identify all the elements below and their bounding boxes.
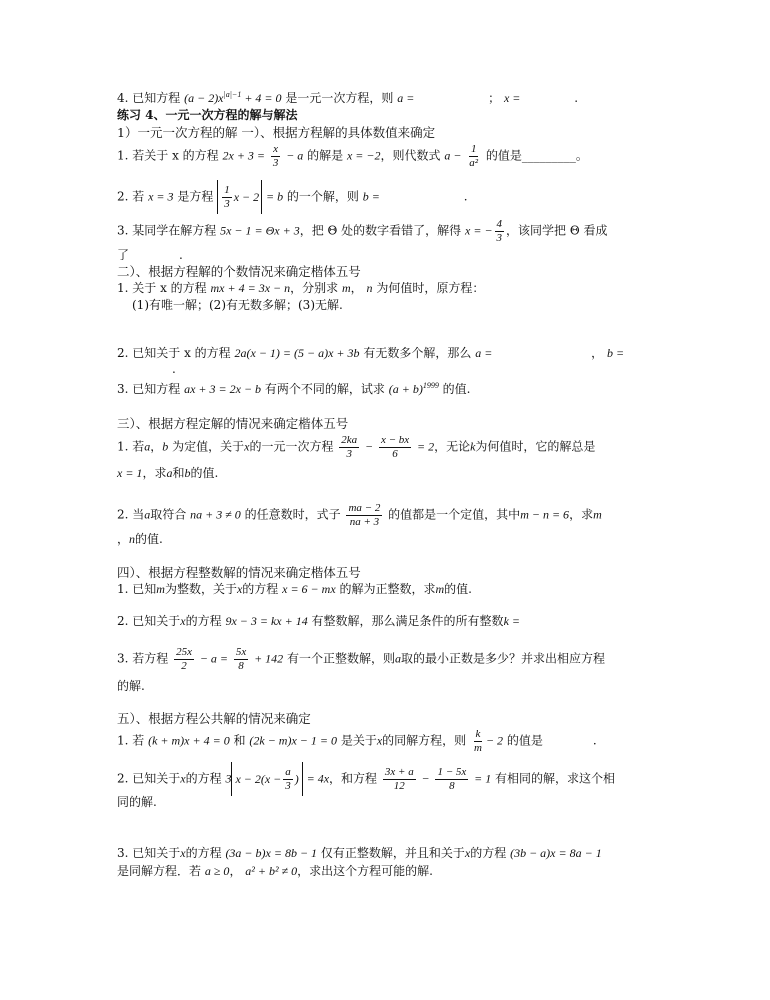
equation-lhs: 2x + 3 =: [222, 148, 266, 163]
sec4-question-3-cont: 的解.: [117, 679, 145, 693]
q-text: 是方程: [177, 189, 214, 204]
sec5-question-3-cont: 是同解方程．若 a ≥ 0， a² + b² ≠ 0，求出这个方程可能的解.: [117, 864, 433, 878]
q-text: 取符合: [150, 507, 187, 522]
fraction: $\frac{3x + a}{12}$: [384, 765, 414, 792]
answer-label-k: k =: [503, 614, 520, 628]
q-text: 为定值，关于: [172, 439, 245, 454]
page-title: 练习 4、一元一次方程的解与解法: [117, 108, 298, 122]
sec2-question-1: [117, 281, 484, 296]
equation: 5x − 1 = Θx + 3: [220, 223, 300, 238]
variable-m: m: [341, 281, 351, 295]
section-2-heading: 二）、根据方程解的个数情况来确定楷体五号: [117, 264, 361, 279]
period: .: [463, 189, 468, 204]
equation-1: (k + m)x + 4 = 0: [148, 733, 230, 748]
sec2-question-1-options: (1)有唯一解；(2)有无数多解；(3)无解.: [132, 298, 343, 312]
equation-2: (3b − a)x = 8a − 1: [510, 846, 602, 860]
sec4-question-3: 3. 若方程 $\frac{25x}{2}$ − a = $\frac{5x}{8}$ + 142 有一个正整数解，则a取的最小正数是多少？并求出相应方程: [117, 646, 606, 672]
answer-label-b: b =: [606, 346, 625, 360]
equation: 9x − 3 = kx + 14: [225, 614, 308, 628]
equation: x = 6 − mx: [282, 582, 336, 596]
sec1-question-1: [117, 143, 588, 169]
q-text: ，则代数式: [380, 148, 441, 163]
period: .: [179, 248, 183, 262]
q-text: 1. 关于 x 的方程: [117, 281, 207, 295]
fraction: $\frac{4}{3}$: [496, 218, 503, 244]
q-text: 4. 已知方程: [117, 91, 181, 105]
q-text: 1. 若关于 x 的方程: [117, 148, 219, 163]
equation-rhs: − a: [286, 148, 304, 163]
fraction: $\frac{1 - 5x}{8}$: [437, 765, 467, 792]
q-text: 的值.: [442, 382, 471, 396]
answer-label-a: a =: [397, 91, 415, 105]
separator: ，: [350, 281, 363, 295]
sec5-question-1: 1. 若 (k + m)x + 4 = 0 和 (2k − m)x − 1 = 0 是关于x的同解方程，则 $\frac{k}{m}$ − 2 的值是 .: [117, 728, 597, 754]
q-text: 的值都是一个定值，其中: [388, 507, 521, 522]
fraction: $\frac{a}{3}$: [285, 765, 291, 792]
equation: ax + 3 = 2x − b: [184, 382, 262, 396]
fraction: $\frac{x}{3}$: [272, 143, 279, 169]
q-text: ，无论: [434, 439, 471, 454]
q-text: ，把 Θ 处的数字看错了，解得: [299, 223, 462, 238]
fraction: $\frac{x - bx}{6}$: [380, 434, 410, 460]
expression: a −: [444, 148, 462, 163]
fraction: $\frac{1}{\text{a²}}$: [469, 143, 479, 169]
fraction: $\frac{ma - 2}{na + 3}$: [348, 502, 381, 528]
sec4-question-2: 2. 已知关于x的方程 9x − 3 = kx + 14 有整数解，那么满足条件的所有整数k =: [117, 614, 520, 628]
exponent: |a|−1: [223, 90, 242, 99]
equation-rest: + 4 = 0: [241, 91, 282, 105]
sec5-question-2-cont: 同的解.: [117, 795, 157, 809]
expression: (a + b): [388, 382, 423, 396]
section-4-heading: 四）、根据方程整数解的情况来确定楷体五号: [117, 565, 361, 580]
bracket-expression: x − 2(x − $\frac{a}{3}$ ): [231, 762, 302, 796]
sec1-question-2: [117, 180, 468, 214]
q-text: 的一个解，则: [286, 189, 359, 204]
q-text: 3. 已知方程: [117, 382, 181, 396]
sec3-question-1: 1. 若a，b 为定值，关于x的一元一次方程 $\frac{2ka}{3}$ − $\frac{x - bx}{6}$ = 2，无论k为何值时，它的解总是: [117, 434, 596, 460]
equation-2: (2k − m)x − 1 = 0: [249, 733, 337, 748]
period: .: [172, 362, 176, 376]
fraction: $\frac{2ka}{3}$: [341, 434, 358, 460]
equation: 2a(x − 1) = (5 − a)x + 3b: [234, 346, 360, 360]
equation: mx + 4 = 3x − n: [210, 281, 291, 295]
q-text: 3. 某同学在解方程: [117, 223, 217, 238]
q-text: 为何值时，原方程：: [376, 281, 485, 295]
fraction: $\frac{k}{m}$: [474, 728, 482, 754]
sec4-question-1: 1. 已知m为整数，关于x的方程 x = 6 − mx 的解为正整数，求m的值.: [117, 582, 472, 596]
answer-label-x: x =: [503, 91, 521, 105]
separator: ，: [591, 346, 604, 360]
solution: x = −: [465, 223, 493, 238]
sec3-question-2: 2. 当a取符合 na + 3 ≠ 0 的任意数时，式子 $\frac{ma - 2}{na + 3}$ 的值都是一个定值，其中m − n = 6，求m: [117, 502, 602, 528]
q-text: 1. 若: [117, 439, 145, 454]
section-1-heading: 1）一元一次方程的解 一）、根据方程解的具体数值来确定: [117, 125, 436, 140]
equation: (a − 2)x: [184, 91, 224, 105]
separator: ；: [488, 91, 501, 105]
variable-n: n: [366, 281, 373, 295]
solution: x = −2: [346, 148, 381, 163]
q-text: 了: [117, 248, 130, 262]
q-text: 是一元一次方程，则: [285, 91, 394, 105]
fraction: $\frac{25x}{2}$: [176, 646, 192, 672]
q-text: 为何值时，它的解总是: [475, 439, 596, 454]
sec5-question-2: 2. 已知关于x的方程 3 x − 2(x − $\frac{a}{3}$ ) = 4x，和方程 $\frac{3x + a}{12}$ − $\frac{1 - 5x}{8}$ = 1 有相同的解，求这个相: [117, 762, 615, 796]
answer-label: b =: [362, 189, 380, 204]
equation-1: (3a − b)x = 8b − 1: [225, 846, 318, 860]
period: .: [574, 91, 579, 105]
q-text: 有无数多个解，那么: [363, 346, 472, 360]
q-text: 2. 已知关于 x 的方程: [117, 346, 231, 360]
q-text: 的值是_________。: [485, 148, 588, 163]
answer-label-a: a =: [475, 346, 493, 360]
q-text: 的一元一次方程: [249, 439, 334, 454]
sec3-question-1-cont: x = 1，求a和b的值.: [117, 466, 219, 480]
q-text: 的任意数时，式子: [244, 507, 341, 522]
sec2-question-2: [117, 346, 624, 361]
q-text: 2. 当: [117, 507, 145, 522]
equation-rhs: = b: [265, 189, 284, 204]
value: x = 3: [148, 189, 174, 204]
sec5-question-3: 3. 已知关于x的方程 (3a − b)x = 8b − 1 仅有正整数解，并且和关于x的方程 (3b − a)x = 8a − 1: [117, 846, 602, 860]
condition: na + 3 ≠ 0: [190, 507, 241, 522]
section-5-heading: 五）、根据方程公共解的情况来确定: [117, 711, 311, 726]
fraction: $\frac{5x}{8}$: [235, 646, 247, 672]
absolute-value: $\frac{1}{3}$ x − 2: [217, 180, 262, 214]
q-text: 的解是: [307, 148, 344, 163]
sec3-question-2-cont: ，n的值.: [117, 532, 163, 546]
sec1-question-3-cont: [117, 248, 183, 263]
sec1-question-3: [117, 218, 608, 244]
q-text: 有两个不同的解，试求: [264, 382, 385, 396]
q-text: ，分别求: [290, 281, 339, 295]
exponent: 1999: [422, 381, 439, 390]
sec2-question-3: [117, 381, 470, 397]
fraction: $\frac{1}{3}$: [224, 183, 230, 210]
question-top-4: [117, 90, 578, 106]
section-3-heading: 三）、根据方程定解的情况来确定楷体五号: [117, 416, 349, 431]
q-text: 2. 若: [117, 189, 145, 204]
q-text: ，该同学把 Θ 看成: [506, 223, 608, 238]
